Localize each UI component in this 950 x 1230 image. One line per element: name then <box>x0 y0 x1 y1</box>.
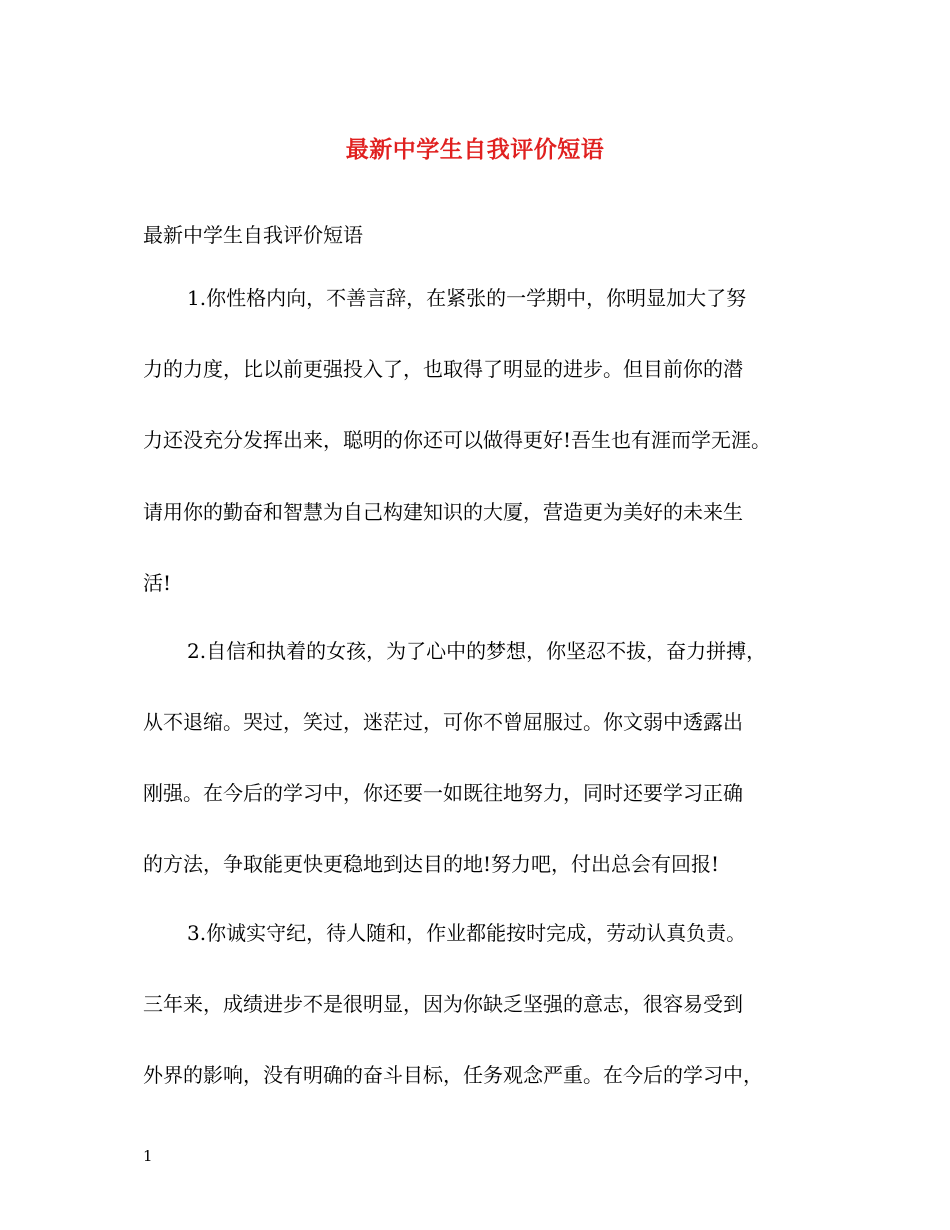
page-number: 1 <box>143 1147 153 1165</box>
paragraph-line: 的方法，争取能更快更稳地到达目的地!努力吧，付出总会有回报! <box>143 852 720 876</box>
paragraph-line: 刚强。在今后的学习中，你还要一如既往地努力，同时还要学习正确 <box>143 781 743 805</box>
paragraph-line: 1.你性格内向，不善言辞，在紧张的一学期中，你明显加大了努 <box>187 286 747 310</box>
paragraph-line: 力还没充分发挥出来，聪明的你还可以做得更好!吾生也有涯而学无涯。 <box>143 428 772 452</box>
paragraph-line: 力的力度，比以前更强投入了，也取得了明显的进步。但目前你的潜 <box>143 357 743 381</box>
paragraph-line: 请用你的勤奋和智慧为自己构建知识的大厦，营造更为美好的未来生 <box>143 500 743 524</box>
paragraph-line: 3.你诚实守纪，待人随和，作业都能按时完成，劳动认真负责。 <box>187 921 747 945</box>
paragraph-line: 活! <box>143 571 172 595</box>
document-title: 最新中学生自我评价短语 <box>345 136 605 163</box>
paragraph-line: 三年来，成绩进步不是很明显，因为你缺乏坚强的意志，很容易受到 <box>143 992 743 1016</box>
paragraph-line: 2.自信和执着的女孩，为了心中的梦想，你坚忍不拔，奋力拼搏， <box>187 639 767 663</box>
paragraph-line: 从不退缩。哭过，笑过，迷茫过，可你不曾屈服过。你文弱中透露出 <box>143 710 743 734</box>
document-subtitle: 最新中学生自我评价短语 <box>143 223 363 247</box>
paragraph-line: 外界的影响，没有明确的奋斗目标，任务观念严重。在今后的学习中， <box>143 1063 763 1087</box>
